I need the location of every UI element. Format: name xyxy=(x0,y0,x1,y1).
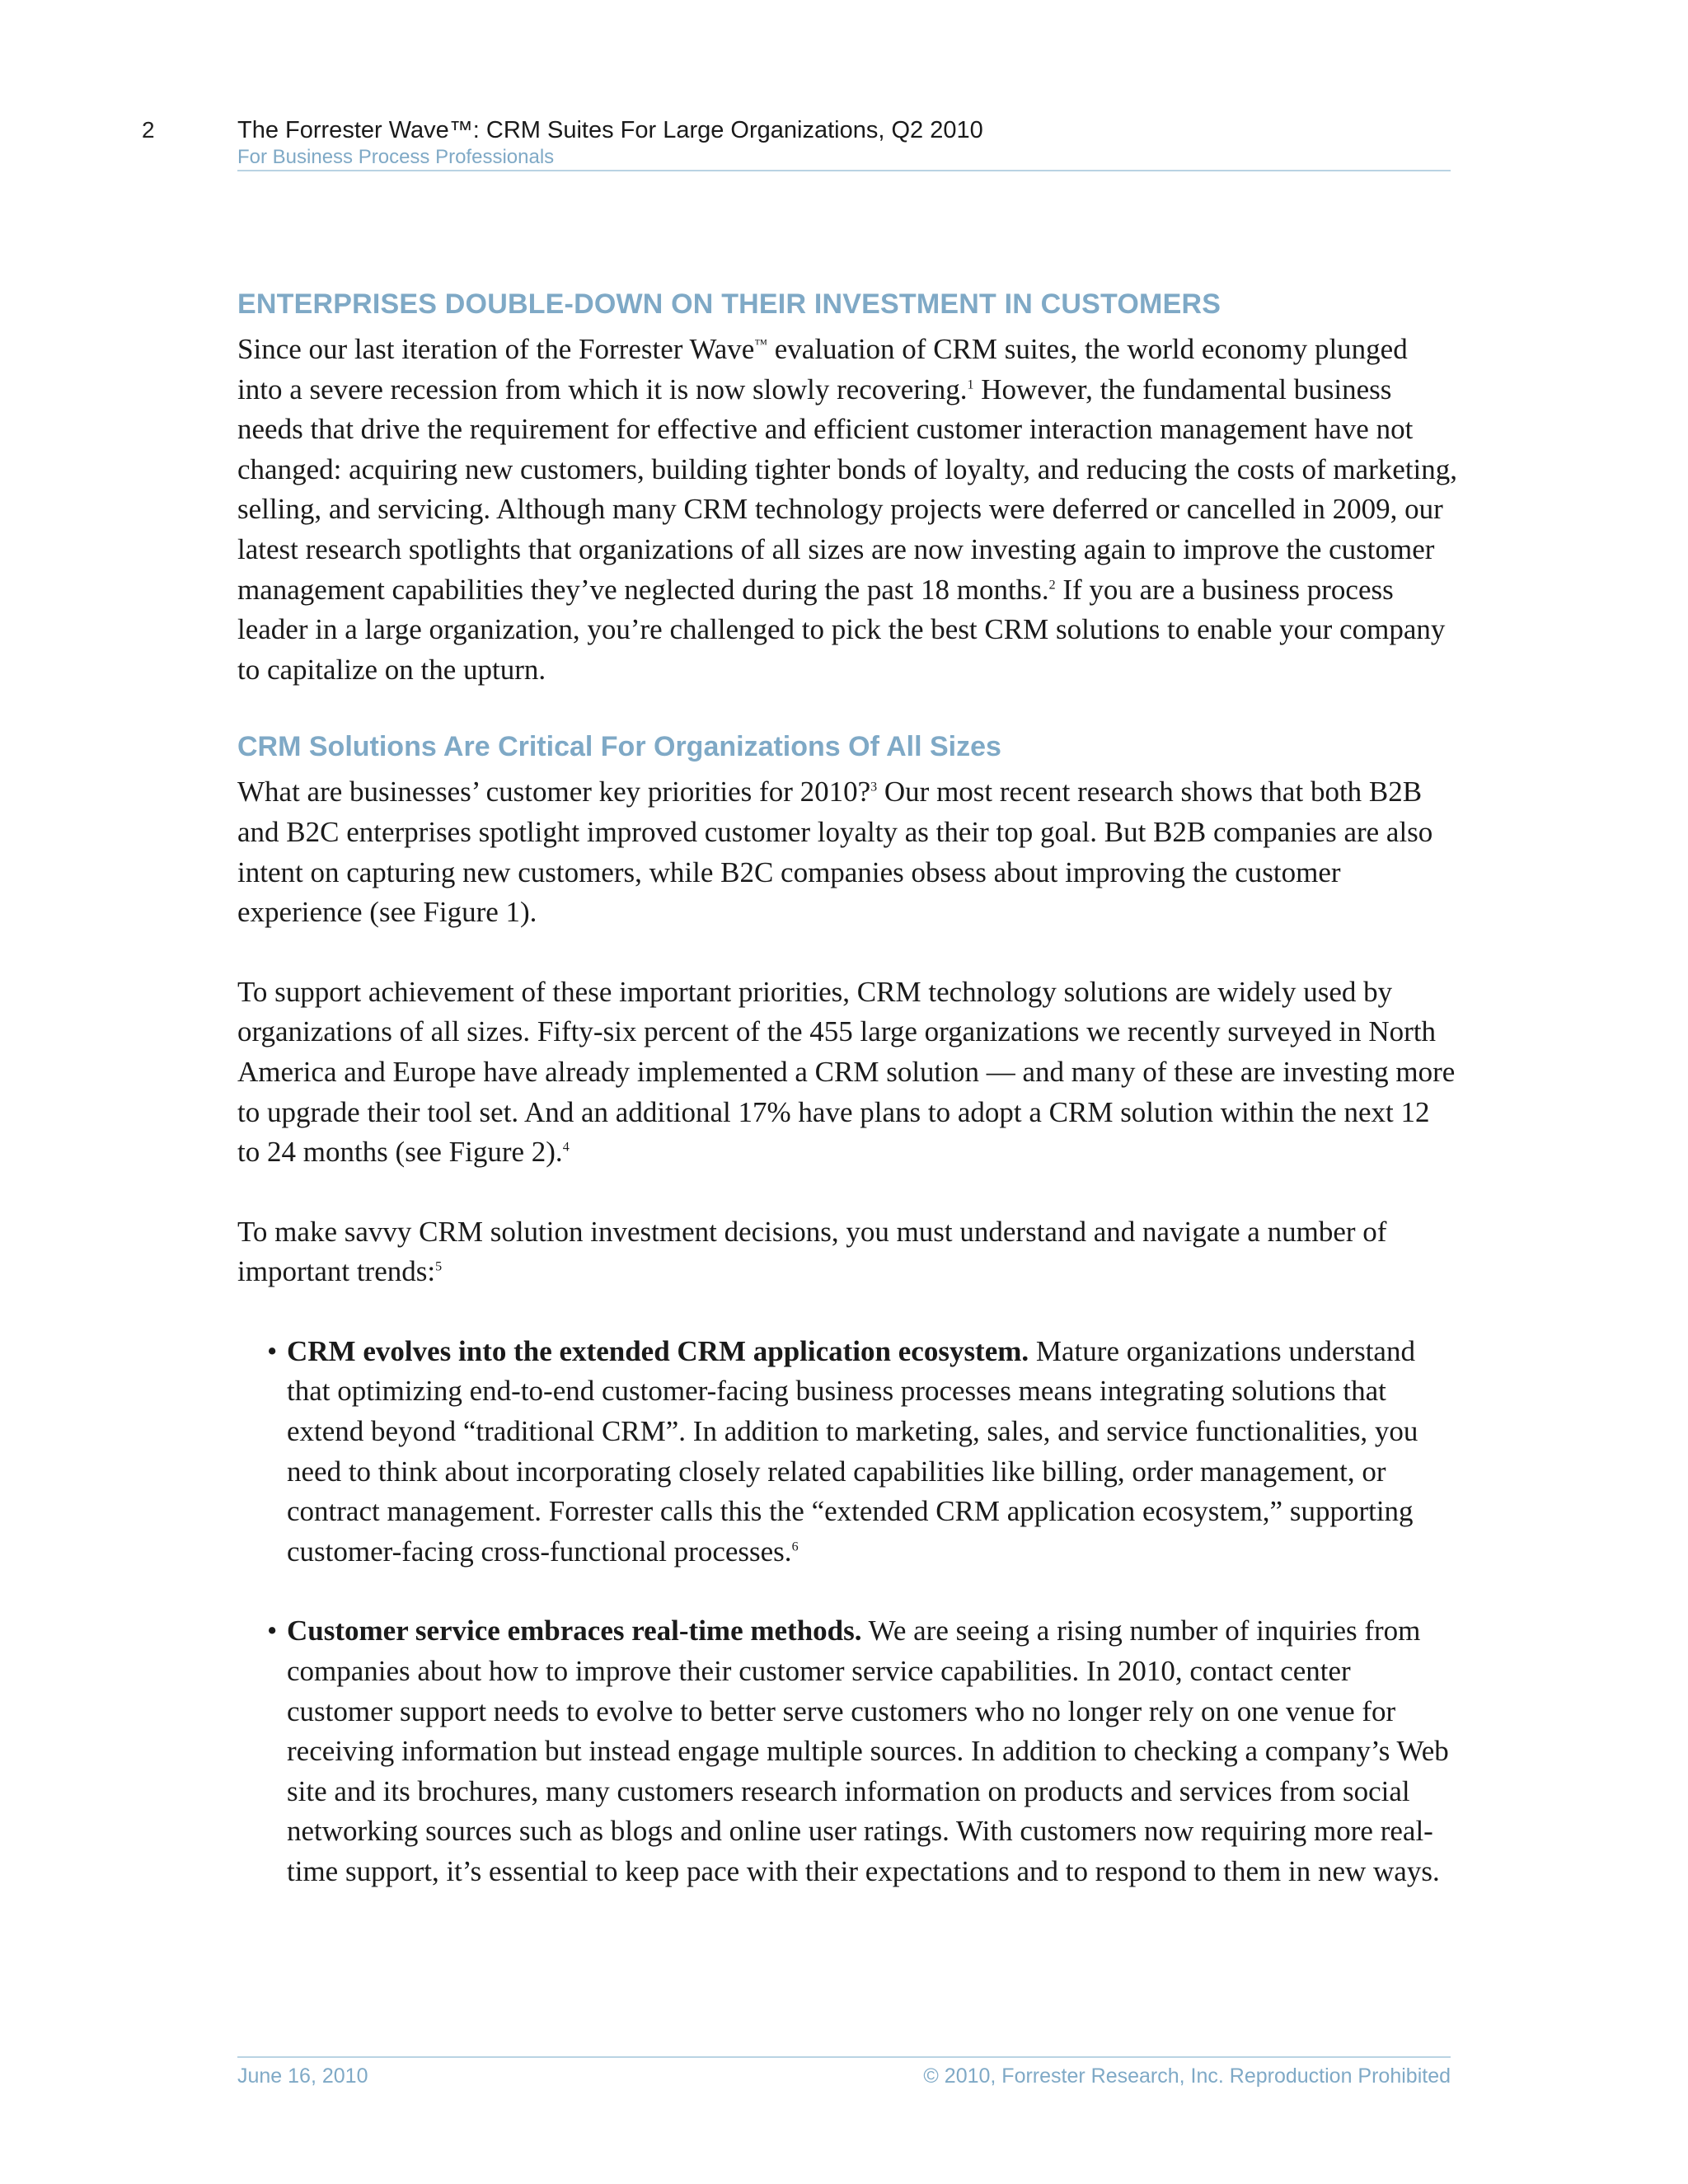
footer-copyright: © 2010, Forrester Research, Inc. Reproduction Prohibited xyxy=(923,2064,1451,2088)
footer-divider xyxy=(237,2056,1451,2058)
intro-text-2: evaluation of CRM suites, the world economy plunged into a severe recession from which it is now slowly recovering. xyxy=(237,333,1408,405)
adoption-text: To support achievement of these important priorities, CRM technology solutions are widely used by organizations of all sizes. Fifty-six percent of the 455 large organizations we recently surveyed in North America and Europe have already implemented a CRM solution — and many of these are investing more to upgrade their tool set. And an additional 17% have plans to adopt a CRM solution within the next 12 to 24 months (see Figure 2). xyxy=(237,975,1456,1169)
main-content xyxy=(237,285,1457,1892)
footnote-ref-1[interactable]: 1 xyxy=(967,377,974,391)
footnote-ref-2[interactable]: 2 xyxy=(1048,577,1056,592)
trend-list xyxy=(237,1332,1457,1892)
list-item xyxy=(237,1332,1457,1572)
bullet-marker: • xyxy=(267,1615,278,1647)
intro-text-3: However, the fundamental business needs that drive the requirement for effective and efficient customer interaction management have not changed: acquiring new customers, building tighter bonds of loyalty, and reducing the costs of marketing, selling, and servicing. Although many CRM technology projects were deferred or cancelled in 2009, our latest research spotlights that organizations of all sizes are now investing again to improve the customer management capabilities they’ve neglected during the past 18 months. xyxy=(237,373,1458,606)
list-item xyxy=(237,1611,1457,1891)
report-title: The Forrester Wave™: CRM Suites For Large Organizations, Q2 2010 xyxy=(237,117,983,143)
intro-paragraph xyxy=(237,330,1457,690)
intro-text-1: Since our last iteration of the Forrester Wave xyxy=(237,333,755,365)
trends-intro-text: To make savvy CRM solution investment decisions, you must understand and navigate a number of important trends: xyxy=(237,1215,1387,1288)
bullet-marker: • xyxy=(267,1334,278,1367)
bullet-text: Mature organizations understand that optimizing end-to-end customer-facing business processes means integrating solutions that extend beyond “traditional CRM”. In addition to marketing, sales, and service functionalities, you need to think about incorporating closely related capabilities like billing, order management, or contract management. Forrester calls this the “extended CRM application ecosystem,” supporting customer-facing cross-functional processes. xyxy=(287,1334,1418,1568)
trademark-symbol: ™ xyxy=(754,337,768,352)
priorities-paragraph xyxy=(237,772,1457,932)
section-heading: ENTERPRISES DOUBLE-DOWN ON THEIR INVESTMENT IN CUSTOMERS xyxy=(237,288,1221,320)
page-number: 2 xyxy=(142,117,155,143)
footer-date: June 16, 2010 xyxy=(237,2064,368,2088)
priorities-text-1: What are businesses’ customer key priorities for 2010? xyxy=(237,776,871,808)
subsection-heading: CRM Solutions Are Critical For Organizations Of All Sizes xyxy=(237,731,1001,763)
footnote-ref-5[interactable]: 5 xyxy=(435,1259,443,1274)
page-header xyxy=(237,115,1451,170)
adoption-paragraph xyxy=(237,972,1457,1173)
footnote-ref-3[interactable]: 3 xyxy=(870,780,878,794)
header-divider xyxy=(237,170,1451,171)
intro-text-4: If you are a business process leader in a large organization, you’re challenged to pick the best CRM solutions to enable your company to capitalize on the upturn. xyxy=(237,573,1446,686)
footnote-ref-6[interactable]: 6 xyxy=(791,1540,799,1554)
bullet-lead: Customer service embraces real-time methods. xyxy=(287,1615,862,1647)
trends-intro-paragraph xyxy=(237,1212,1457,1292)
footnote-ref-4[interactable]: 4 xyxy=(562,1140,570,1155)
bullet-text: We are seeing a rising number of inquiries from companies about how to improve their customer service capabilities. In 2010, contact center customer support needs to evolve to better serve customers who no longer rely on one venue for receiving information but instead engage multiple sources. In addition to checking a company’s Web site and its brochures, many customers research information on products and services from social networking sources such as blogs and online user ratings. With customers now requiring more real-time support, it’s essential to keep pace with their expectations and to respond to them in new ways. xyxy=(287,1615,1449,1887)
bullet-lead: CRM evolves into the extended CRM application ecosystem. xyxy=(287,1334,1029,1367)
report-subtitle: For Business Process Professionals xyxy=(237,146,555,168)
priorities-text-2: Our most recent research shows that both B2B and B2C enterprises spotlight improved customer loyalty as their top goal. But B2B companies are also intent on capturing new customers, while B2C companies obsess about improving the customer experience (see Figure 1). xyxy=(237,776,1433,929)
